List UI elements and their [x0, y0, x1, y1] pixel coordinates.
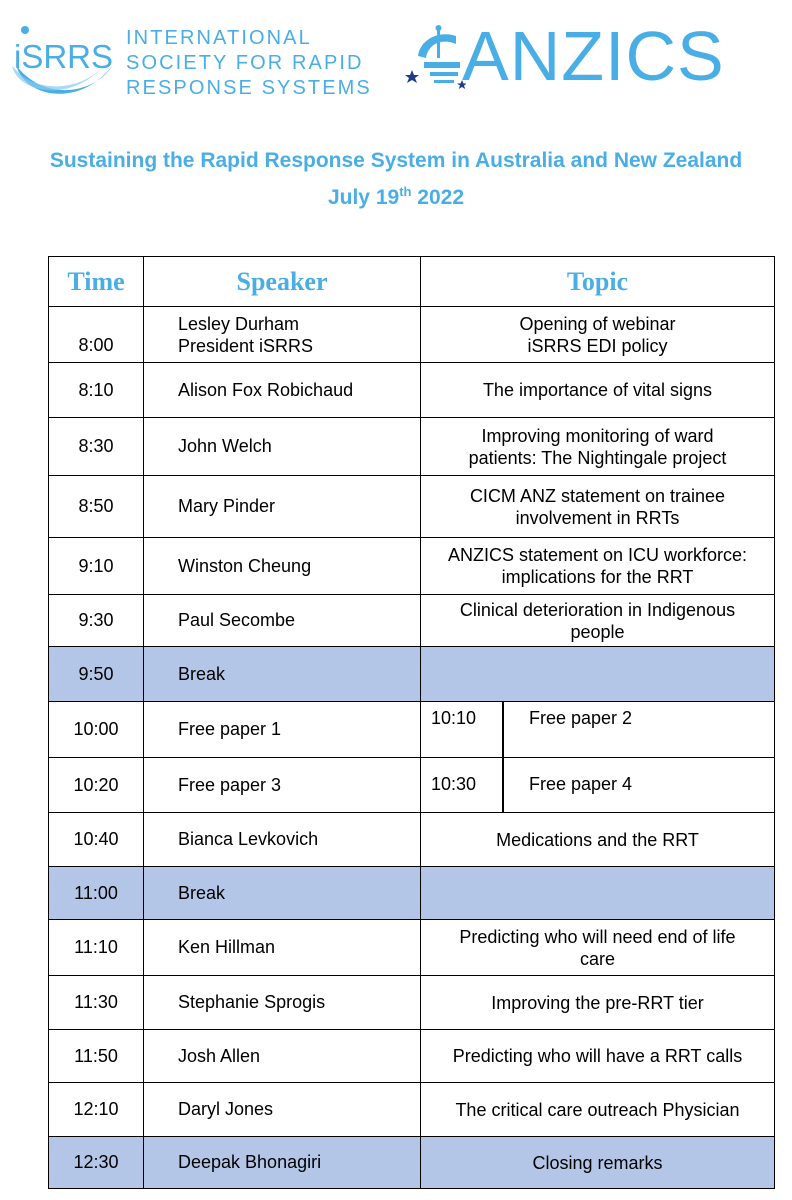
- divider-line: [502, 702, 504, 757]
- topic-cell: Improving the pre-RRT tier: [421, 976, 775, 1030]
- speaker-name: Lesley Durham: [178, 313, 300, 334]
- date-suffix: th: [399, 184, 412, 199]
- time-cell: 12:10: [49, 1083, 144, 1137]
- isrrs-wordmark: iSRRS: [14, 38, 114, 75]
- table-row: [49, 1030, 775, 1083]
- speaker-cell: Bianca Levkovich: [144, 813, 421, 867]
- topic-cell: [421, 647, 775, 702]
- time-cell: 8:30: [49, 418, 144, 476]
- topic-cell: Predicting who will have a RRT calls: [421, 1030, 775, 1083]
- header-row: [49, 257, 775, 307]
- date-text: July 19: [327, 186, 400, 209]
- table-row: [49, 363, 775, 418]
- topic-line: ANZICS statement on ICU workforce:: [447, 545, 748, 565]
- speaker-cell: Break: [144, 867, 421, 920]
- time-cell: 10:20: [49, 758, 144, 813]
- time-cell: 9:50: [49, 647, 144, 702]
- header-topic: Topic: [421, 257, 775, 307]
- divider-line: [502, 758, 504, 812]
- isrrs-logo: [8, 6, 372, 106]
- topic-cell: [421, 758, 775, 813]
- anzics-emblem-icon: [404, 22, 466, 92]
- time-cell: 11:10: [49, 920, 144, 976]
- schedule-table: [48, 256, 775, 1189]
- topic-time: 10:30: [431, 774, 477, 794]
- table-row: [49, 538, 775, 595]
- topic-cell: [421, 702, 775, 758]
- topic-cell: Medications and the RRT: [421, 813, 775, 867]
- topic-cell: [421, 538, 775, 595]
- time-cell: 10:00: [49, 702, 144, 758]
- topic-cell: Closing remarks: [421, 1137, 775, 1189]
- break-row: [49, 867, 775, 920]
- topic-text: Free paper 2: [529, 708, 633, 728]
- time-cell: 8:10: [49, 363, 144, 418]
- topic-line: care: [579, 948, 615, 969]
- topic-cell: The critical care outreach Physician: [421, 1083, 775, 1137]
- topic-line: Predicting who will need end of life: [459, 926, 736, 947]
- speaker-cell: [144, 307, 421, 363]
- isrrs-line: INTERNATIONAL: [126, 27, 312, 49]
- speaker-cell: Josh Allen: [144, 1030, 421, 1083]
- table-row: [49, 1083, 775, 1137]
- speaker-cell: Daryl Jones: [144, 1083, 421, 1137]
- topic-text: Free paper 4: [529, 774, 633, 794]
- table-row: [49, 307, 775, 363]
- isrrs-line: SOCIETY FOR RAPID: [126, 52, 364, 74]
- topic-line: implications for the RRT: [501, 567, 694, 587]
- time-cell: 9:10: [49, 538, 144, 595]
- topic-line: patients: The Nightingale project: [468, 447, 727, 468]
- topic-line: people: [570, 621, 625, 642]
- time-cell: 11:30: [49, 976, 144, 1030]
- speaker-cell: Deepak Bhonagiri: [144, 1137, 421, 1189]
- topic-cell: [421, 307, 775, 363]
- topic-line: Opening of webinar: [519, 313, 676, 334]
- topic-line: Improving monitoring of ward: [481, 425, 714, 446]
- time-cell: 8:50: [49, 476, 144, 538]
- time-cell: 9:30: [49, 595, 144, 647]
- table-row: [49, 976, 775, 1030]
- speaker-cell: Stephanie Sprogis: [144, 976, 421, 1030]
- topic-line: involvement in RRTs: [515, 507, 680, 528]
- time-cell: 8:00: [49, 307, 144, 363]
- topic-cell: [421, 476, 775, 538]
- topic-cell: [421, 867, 775, 920]
- time-cell: 12:30: [49, 1137, 144, 1189]
- isrrs-full-name: [126, 26, 372, 101]
- speaker-role: President iSRRS: [178, 335, 314, 356]
- speaker-cell: John Welch: [144, 418, 421, 476]
- date-year: 2022: [411, 186, 465, 209]
- topic-line: CICM ANZ statement on trainee: [469, 485, 726, 506]
- topic-cell: [421, 595, 775, 647]
- table-row: [49, 813, 775, 867]
- break-row: [49, 647, 775, 702]
- speaker-cell: Break: [144, 647, 421, 702]
- topic-line: iSRRS EDI policy: [527, 335, 668, 356]
- speaker-cell: Winston Cheung: [144, 538, 421, 595]
- topic-cell: The importance of vital signs: [421, 363, 775, 418]
- speaker-cell: Paul Secombe: [144, 595, 421, 647]
- table-row: [49, 920, 775, 976]
- speaker-cell: Mary Pinder: [144, 476, 421, 538]
- page-title: [0, 146, 792, 214]
- title-date: [0, 176, 792, 214]
- time-cell: 11:00: [49, 867, 144, 920]
- anzics-logo: [404, 17, 764, 102]
- header-time: Time: [49, 257, 144, 307]
- break-row: [49, 1137, 775, 1189]
- table-row: [49, 418, 775, 476]
- table-row: [49, 595, 775, 647]
- isrrs-line: RESPONSE SYSTEMS: [126, 77, 372, 99]
- time-cell: 10:40: [49, 813, 144, 867]
- speaker-cell: Free paper 1: [144, 702, 421, 758]
- table-row: [49, 758, 775, 813]
- header-speaker: Speaker: [144, 257, 421, 307]
- topic-cell: [421, 920, 775, 976]
- table-row: [49, 476, 775, 538]
- speaker-cell: Free paper 3: [144, 758, 421, 813]
- table-row: [49, 702, 775, 758]
- speaker-cell: Ken Hillman: [144, 920, 421, 976]
- topic-line: Clinical deterioration in Indigenous: [459, 599, 736, 620]
- time-cell: 11:50: [49, 1030, 144, 1083]
- topic-time: 10:10: [431, 708, 477, 728]
- topic-cell: [421, 418, 775, 476]
- anzics-wordmark: ANZICS: [462, 17, 725, 95]
- title-line: Sustaining the Rapid Response System in Australia and New Zealand: [49, 149, 743, 172]
- speaker-cell: Alison Fox Robichaud: [144, 363, 421, 418]
